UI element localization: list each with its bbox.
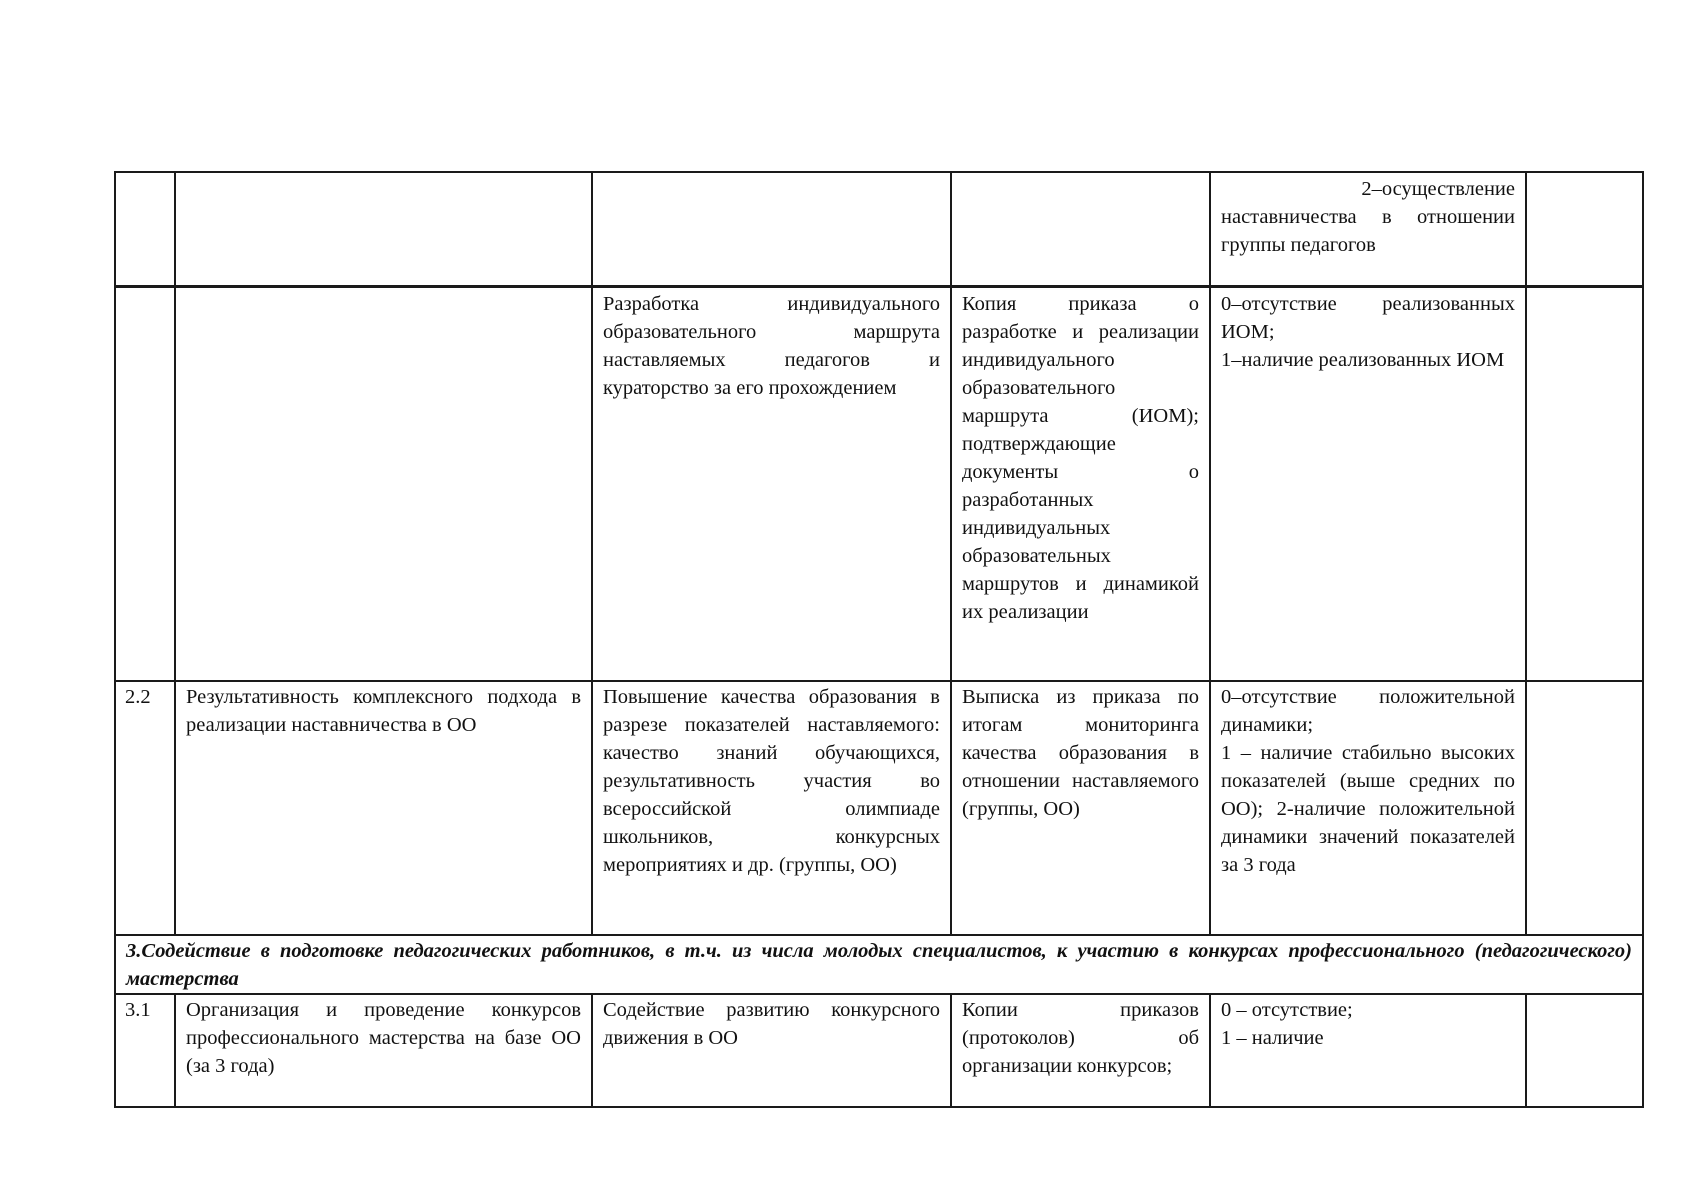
evidence-cell: Копия приказа о разработке и реализации индивидуального образовательного маршрута (ИОМ); подтверждающие документы о разработанных индивидуальных образовательных маршрутов и динамикой их реализации: [951, 287, 1210, 682]
scoring-cell: 2–осуществление наставничества в отношении группы педагогов: [1210, 172, 1526, 287]
scoring-line: 0 – отсутствие;: [1221, 999, 1353, 1021]
indicator-cell: Разработка индивидуального образовательного маршрута наставляемых педагогов и кураторство за его прохождением: [592, 287, 951, 682]
scoring-line: 1 – наличие стабильно высоких показателей (выше средних по ОО); 2-наличие положительной динамики значений показателей за 3 года: [1221, 742, 1515, 876]
indicator-cell: [592, 172, 951, 287]
criterion-cell: [175, 172, 592, 287]
evidence-cell: [951, 172, 1210, 287]
scoring-cell: [1210, 994, 1526, 1107]
table-row-continued: [115, 172, 1643, 287]
scoring-line: 0–отсутствие реализованных ИОМ;: [1221, 293, 1515, 343]
scoring-line: 0–отсутствие положительной динамики;: [1221, 686, 1515, 736]
section-heading-row: [115, 935, 1643, 994]
row-number-cell: [115, 287, 175, 682]
row-number-cell: [115, 172, 175, 287]
indicator-cell: Содействие развитию конкурсного движения в ОО: [592, 994, 951, 1107]
points-cell: [1526, 172, 1643, 287]
criterion-cell: Организация и проведение конкурсов профессионального мастерства на базе ОО (за 3 года): [175, 994, 592, 1107]
points-cell: [1526, 287, 1643, 682]
criterion-cell: [175, 287, 592, 682]
points-cell: [1526, 681, 1643, 935]
criteria-table: [114, 171, 1644, 1108]
table-row-2-2: [115, 681, 1643, 935]
section-heading: 3.Содействие в подготовке педагогических работников, в т.ч. из числа молодых специалистов, к участию в конкурсах профессионального (педагогического) мастерства: [115, 935, 1643, 994]
row-number-cell: 2.2: [115, 681, 175, 935]
evidence-cell: Копии приказов (протоколов) об организации конкурсов;: [951, 994, 1210, 1107]
table-row-3-1: [115, 994, 1643, 1107]
scoring-line: 1–наличие реализованных ИОМ: [1221, 349, 1505, 371]
scoring-cell: [1210, 287, 1526, 682]
row-number-cell: 3.1: [115, 994, 175, 1107]
criterion-cell: Результативность комплексного подхода в реализации наставничества в ОО: [175, 681, 592, 935]
points-cell: [1526, 994, 1643, 1107]
scoring-cell: [1210, 681, 1526, 935]
indicator-cell: Повышение качества образования в разрезе показателей наставляемого: качество знаний обучающихся, результативность участия во всероссийской олимпиаде школьников, конкурсных мероприятиях и др. (группы, ОО): [592, 681, 951, 935]
scoring-line: 1 – наличие: [1221, 1027, 1324, 1049]
evidence-cell: Выписка из приказа по итогам мониторинга качества образования в отношении наставляемого (группы, ОО): [951, 681, 1210, 935]
table-row-iom: [115, 287, 1643, 682]
